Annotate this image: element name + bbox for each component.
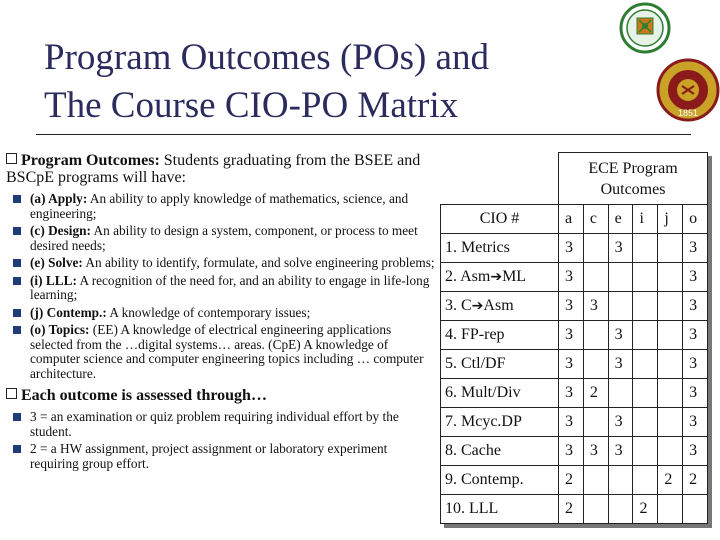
- cell-e: 3: [608, 234, 633, 263]
- cell-c: [583, 495, 608, 524]
- cell-c: [583, 466, 608, 495]
- cio-label: 4. FP-rep: [441, 321, 559, 350]
- outcome-j: (j) Contemp.: A knowledge of contemporary issues;: [6, 306, 436, 321]
- cio-label: 10. LLL: [441, 495, 559, 524]
- cell-c: 3: [583, 292, 608, 321]
- table-row: [441, 321, 708, 350]
- cell-o: [683, 495, 708, 524]
- cell-e: [608, 263, 633, 292]
- cell-e: 3: [608, 408, 633, 437]
- cell-e: [608, 379, 633, 408]
- cell-c: [583, 321, 608, 350]
- square-bullet-icon: [13, 277, 21, 285]
- col-header-i: i: [633, 205, 658, 234]
- cell-a: 3: [559, 437, 584, 466]
- table-row: [441, 495, 708, 524]
- right-arrow-icon: ➔: [471, 298, 484, 314]
- matrix-corner: [441, 153, 559, 205]
- cell-i: [633, 321, 658, 350]
- cio-label: 9. Contemp.: [441, 466, 559, 495]
- table-row: [441, 379, 708, 408]
- matrix-column-row: [441, 205, 708, 234]
- cell-c: 3: [583, 437, 608, 466]
- cio-po-matrix: [440, 152, 708, 524]
- table-row: [441, 408, 708, 437]
- table-row: [441, 234, 708, 263]
- cell-e: 3: [608, 437, 633, 466]
- square-bullet-icon: [13, 413, 21, 421]
- cell-j: [658, 263, 683, 292]
- square-bullet-icon: [13, 195, 21, 203]
- title-line-2: The Course CIO-PO Matrix: [44, 85, 459, 126]
- title-line-1: Program Outcomes (POs) and: [44, 37, 489, 78]
- cell-i: [633, 437, 658, 466]
- cio-column-header: CIO #: [441, 205, 559, 234]
- cell-c: [583, 408, 608, 437]
- cell-o: 3: [683, 292, 708, 321]
- assessment-2: 2 = a HW assignment, project assignment or laboratory experiment requiring group effort.: [6, 442, 436, 471]
- table-row: [441, 466, 708, 495]
- col-header-e: e: [608, 205, 633, 234]
- outcomes-text: [6, 152, 436, 474]
- square-bullet-icon: [13, 309, 21, 317]
- table-row: [441, 437, 708, 466]
- cell-a: 3: [559, 234, 584, 263]
- square-bullet-icon: [13, 326, 21, 334]
- cell-o: 3: [683, 234, 708, 263]
- cell-a: 2: [559, 495, 584, 524]
- cell-a: 3: [559, 350, 584, 379]
- outcome-i: (i) LLL: A recognition of the need for, and an ability to engage in life-long learning;: [6, 274, 436, 303]
- cell-c: 2: [583, 379, 608, 408]
- cell-i: [633, 263, 658, 292]
- outcome-c: (c) Design: An ability to design a system, component, or process to meet desired needs;: [6, 224, 436, 253]
- cell-a: 3: [559, 408, 584, 437]
- cell-i: [633, 408, 658, 437]
- cio-label: 5. Ctl/DF: [441, 350, 559, 379]
- cell-a: 3: [559, 379, 584, 408]
- outcome-e: (e) Solve: An ability to identify, formulate, and solve engineering problems;: [6, 256, 436, 271]
- fsu-seal: [656, 56, 720, 128]
- hollow-square-bullet-icon: [6, 388, 17, 399]
- cio-label: 7. Mcyc.DP: [441, 408, 559, 437]
- cell-j: [658, 321, 683, 350]
- col-header-a: a: [559, 205, 584, 234]
- cell-i: [633, 466, 658, 495]
- title-divider: [36, 134, 691, 135]
- hollow-square-bullet-icon: [6, 153, 17, 164]
- table-row: [441, 350, 708, 379]
- cell-e: 3: [608, 321, 633, 350]
- col-header-c: c: [583, 205, 608, 234]
- square-bullet-icon: [13, 227, 21, 235]
- cell-i: [633, 350, 658, 379]
- cell-a: 3: [559, 321, 584, 350]
- col-header-j: j: [658, 205, 683, 234]
- cell-o: 2: [683, 466, 708, 495]
- cell-o: 3: [683, 379, 708, 408]
- cell-o: 3: [683, 350, 708, 379]
- cell-e: [608, 495, 633, 524]
- ece-program-outcomes-header: ECE Program Outcomes: [559, 153, 708, 205]
- cio-label: 1. Metrics: [441, 234, 559, 263]
- program-outcomes-heading: Program Outcomes: Students graduating from the BSEE and BSCpE programs will have:: [6, 152, 421, 186]
- cell-i: 2: [633, 495, 658, 524]
- table-row: [441, 263, 708, 292]
- matrix-table: [440, 152, 708, 524]
- outcome-a: (a) Apply: An ability to apply knowledge of mathematics, science, and engineering;: [6, 192, 436, 221]
- cio-label: 8. Cache: [441, 437, 559, 466]
- matrix-header-row: [441, 153, 708, 205]
- right-arrow-icon: ➔: [490, 269, 503, 285]
- cell-i: [633, 234, 658, 263]
- cell-e: [608, 292, 633, 321]
- cell-o: 3: [683, 437, 708, 466]
- slide-title: [44, 34, 489, 130]
- cell-a: 2: [559, 466, 584, 495]
- cell-c: [583, 234, 608, 263]
- assessment-3: 3 = an examination or quiz problem requiring individual effort by the student.: [6, 410, 436, 439]
- cell-c: [583, 263, 608, 292]
- cell-j: [658, 350, 683, 379]
- cell-j: [658, 437, 683, 466]
- cell-i: [633, 379, 658, 408]
- assessment-heading: Each outcome is assessed through…: [6, 387, 436, 404]
- cell-o: 3: [683, 263, 708, 292]
- square-bullet-icon: [13, 445, 21, 453]
- cell-j: [658, 234, 683, 263]
- cell-a: 3: [559, 263, 584, 292]
- cell-j: [658, 292, 683, 321]
- table-row: [441, 292, 708, 321]
- seal-year: 1851: [677, 108, 699, 118]
- col-header-o: o: [683, 205, 708, 234]
- cell-j: [658, 495, 683, 524]
- cell-a: 3: [559, 292, 584, 321]
- cell-j: [658, 408, 683, 437]
- cell-e: 3: [608, 350, 633, 379]
- cio-label: 6. Mult/Div: [441, 379, 559, 408]
- famu-logo: [618, 2, 672, 54]
- cell-o: 3: [683, 321, 708, 350]
- cio-label: 3. C➔Asm: [441, 292, 559, 321]
- cell-j: [658, 379, 683, 408]
- cell-c: [583, 350, 608, 379]
- cell-j: 2: [658, 466, 683, 495]
- cell-o: 3: [683, 408, 708, 437]
- cell-i: [633, 292, 658, 321]
- cio-label: 2. Asm➔ML: [441, 263, 559, 292]
- cell-e: [608, 466, 633, 495]
- outcome-o: (o) Topics: (EE) A knowledge of electrical engineering applications selected from the …digital systems… areas. (CpE) A knowledge of computer science and computer engineering topics including … computer architecture.: [6, 323, 436, 381]
- square-bullet-icon: [13, 259, 21, 267]
